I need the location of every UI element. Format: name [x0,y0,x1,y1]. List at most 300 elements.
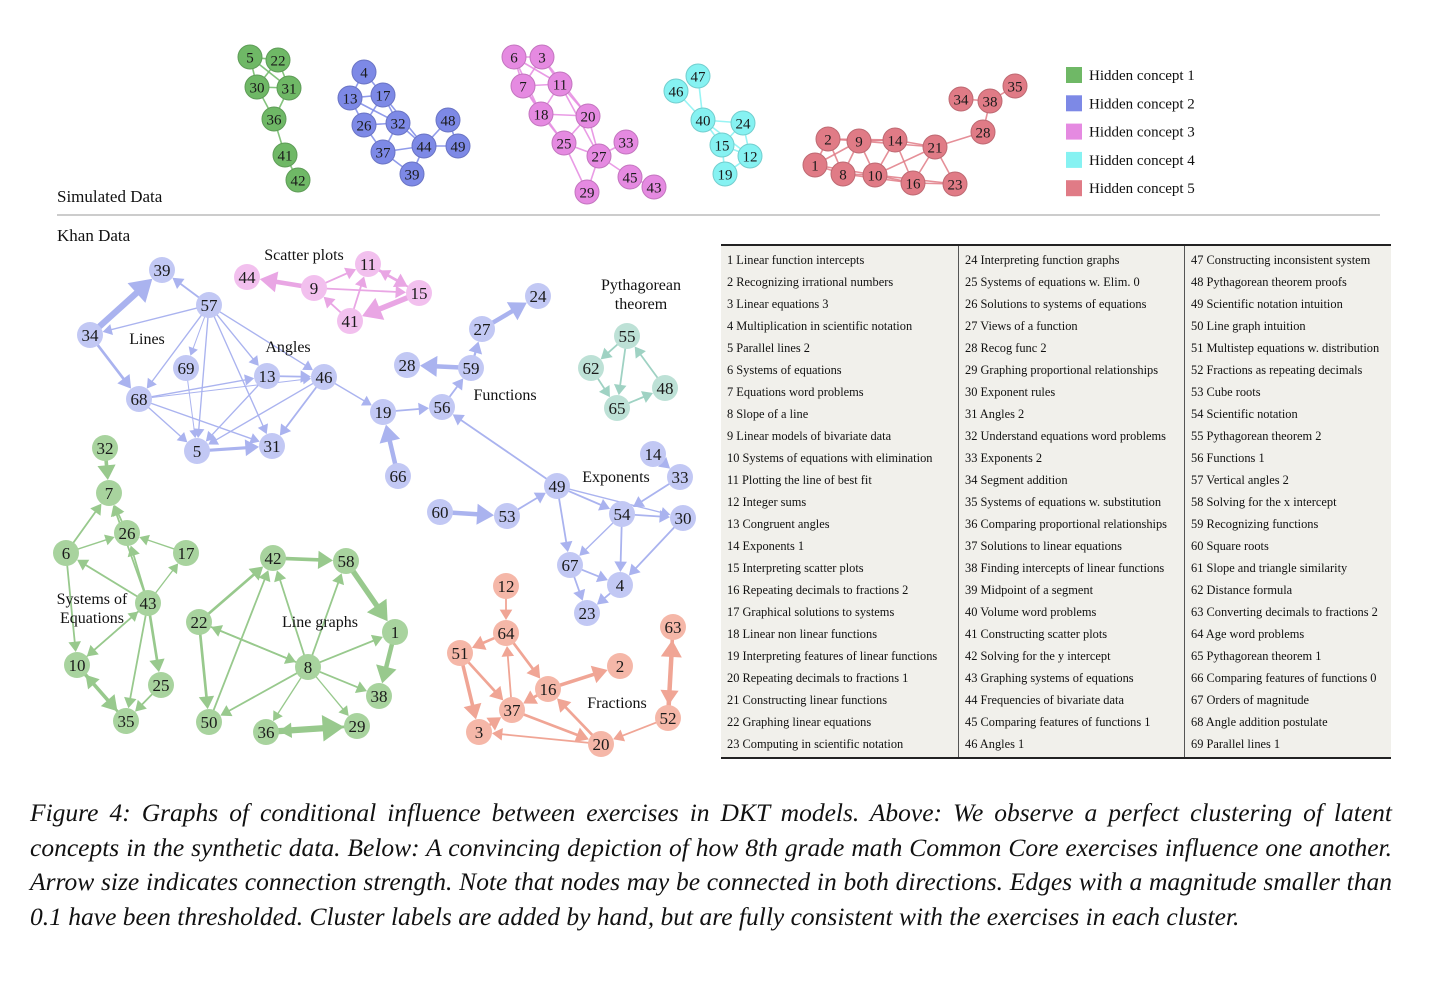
edge-shaft [635,515,660,517]
cluster-label-exponents: Exponents [582,469,650,486]
exercise-table-column-1 [721,246,958,757]
cluster-label-pythagorean: Pythagorean theorem [601,277,681,313]
sim-node-14 [883,128,907,152]
edge-shaft [286,387,316,427]
edge-shaft [326,274,347,283]
khan-node-36 [253,719,279,745]
sim-node-33 [614,130,638,154]
exercise-entry: 28 Recog func 2 [965,341,1047,355]
edge-arrowhead [376,664,396,683]
edge-arrowhead [560,541,572,552]
khan-edge-60-53 [453,504,494,525]
khan-node-62 [578,355,604,381]
khan-node-label: 11 [359,255,377,274]
khan-edge-43-17 [156,563,178,592]
edge-arrowhead [172,278,184,289]
khan-edge-55-65 [614,349,626,395]
khan-node-33 [667,464,693,490]
khan-edge-56-59 [450,378,463,396]
legend-item-concept-5 [1066,180,1195,197]
edge-shaft [461,420,546,478]
khan-edge-6-26 [78,535,114,549]
edge-shaft [74,512,96,542]
edge-shaft [335,384,364,401]
khan-edge-55-62 [601,345,618,360]
khan-node-2 [607,653,633,679]
khan-edge-9-44 [260,271,301,292]
edge-shaft [78,540,105,549]
sim-node-27 [587,144,611,168]
edge-shaft [142,694,152,704]
khan-node-5 [184,438,210,464]
sim-node-label: 47 [690,69,706,86]
khan-node-65 [604,395,630,421]
sim-node-35 [1003,74,1027,98]
khan-edge-48-55 [635,346,658,377]
edge-shaft [98,345,124,378]
khan-node-label: 16 [539,680,557,699]
exercise-entry: 30 Exponent rules [965,385,1056,399]
khan-edge-8-42 [274,570,304,654]
khan-node-label: 19 [374,403,392,422]
khan-node-label: 69 [177,359,195,378]
sim-node-label: 42 [290,173,306,190]
khan-node-label: 6 [61,544,71,563]
khan-edge-22-8 [211,627,296,664]
khan-node-label: 54 [613,505,631,524]
khan-node-label: 57 [200,296,218,315]
edge-shaft [134,555,145,590]
khan-node-label: 34 [81,326,99,345]
khan-edge-62-65 [598,379,610,397]
edge-shaft [524,715,577,735]
khan-node-67 [557,552,583,578]
edge-shaft [353,572,376,606]
sim-node-label: 2 [824,132,832,149]
khan-node-35 [113,708,139,734]
khan-node-25 [148,672,174,698]
sim-node-label: 24 [735,116,751,133]
khan-node-15 [406,280,432,306]
edge-arrowhead [97,465,115,481]
khan-node-label: 12 [497,577,515,596]
khan-node-31 [259,433,285,459]
khan-node-label: 13 [258,367,276,386]
khan-node-label: 64 [497,624,515,643]
khan-node-label: 51 [451,644,469,663]
khan-node-label: 17 [177,544,195,563]
khan-node-69 [173,355,199,381]
edge-shaft [229,673,296,710]
exercise-entry: 32 Understand equations word problems [965,429,1166,443]
khan-edge-57-39 [172,278,198,297]
edge-shaft [188,381,195,430]
edge-arrowhead [273,710,283,721]
exercise-entry: 67 Orders of magnitude [1191,693,1310,707]
exercise-entry: 38 Finding intercepts of linear functions [965,561,1165,575]
edge-shaft [200,635,206,697]
khan-node-66 [385,463,411,489]
sim-node-label: 36 [266,112,282,129]
edge-arrowhead [420,356,437,377]
sim-node-label: 25 [556,136,572,153]
edge-shaft [629,397,643,403]
exercise-entry: 19 Interpreting features of linear functions [727,649,938,663]
khan-edge-37-64 [502,646,515,697]
exercise-table-column-2 [958,246,1184,757]
edge-arrowhead [149,659,164,673]
legend-label: Hidden concept 5 [1089,181,1195,198]
sim-node-47 [686,64,710,88]
khan-node-label: 56 [433,398,451,417]
sim-node-label: 27 [591,149,607,166]
edge-arrowhead [338,705,348,716]
khan-edge-49-56 [453,414,547,478]
exercise-entry: 63 Converting decimals to fractions 2 [1191,605,1378,619]
khan-node-49 [544,473,570,499]
khan-edge-33-54 [633,484,669,507]
khan-node-label: 50 [200,713,218,732]
sim-node-label: 6 [510,50,518,67]
khan-edge-42-58 [286,551,333,569]
edge-shaft [386,645,392,667]
khan-edge-4-23 [597,593,610,605]
khan-node-63 [660,614,686,640]
sim-node-21 [923,135,947,159]
khan-node-37 [499,697,525,723]
legend-label: Hidden concept 2 [1089,96,1195,113]
khan-node-29 [344,713,370,739]
edge-shaft [620,349,625,385]
exercise-table [721,244,1391,759]
sim-node-label: 32 [390,116,406,133]
khan-node-28 [394,352,420,378]
exercise-entry: 21 Constructing linear functions [727,693,888,707]
exercise-entry: 45 Comparing features of functions 1 [965,715,1151,729]
sim-node-label: 20 [580,109,596,126]
khan-node-10 [64,652,90,678]
figure-caption: Figure 4: Graphs of conditional influence between exercises in DKT models. Above: We observe a perfect clustering of latent concepts in the synthetic data. Below: A convincing depiction of how 8th grade math Common Core exercises influence one another. Arrow size indicates connection strength. Note that nodes may be connected in both directions. Edges with a magnitude smaller than 0.1 have been thresholded. Cluster labels are added by hand, but are fully consistent with the exercises in each cluster. [30,798,1392,931]
sim-node-24 [731,111,755,135]
sim-node-label: 11 [552,77,568,94]
sim-node-label: 15 [714,138,730,155]
khan-node-9 [301,275,327,301]
khan-node-label: 37 [503,701,521,720]
sim-node-label: 39 [404,167,420,184]
edge-shaft [396,409,419,411]
khan-edge-52-20 [613,723,656,742]
khan-node-59 [458,355,484,381]
khan-node-30 [670,505,696,531]
exercise-entry: 24 Interpreting function graphs [965,253,1120,267]
khan-edge-49-67 [559,499,572,552]
exercise-entry: 58 Solving for the x intercept [1191,495,1337,509]
edge-shaft [469,663,495,691]
khan-node-label: 35 [117,712,135,731]
khan-edge-20-3 [492,728,588,743]
exercise-entry: 42 Solving for the y intercept [965,649,1111,663]
sim-node-label: 35 [1007,79,1023,96]
sim-node-label: 12 [742,149,758,166]
edge-arrowhead [502,646,515,657]
khan-node-60 [427,499,453,525]
edge-shaft [112,308,197,329]
edge-arrowhead [614,561,627,572]
khan-node-14 [640,441,666,467]
khan-edge-67-23 [573,577,585,600]
sim-node-label: 14 [887,133,903,150]
edge-arrowhead [660,690,678,705]
exercise-entry: 44 Frequencies of bivariate data [965,693,1124,707]
khan-edge-64-51 [472,636,494,650]
exercise-entry: 55 Pythagorean theorem 2 [1191,429,1322,443]
khan-node-label: 9 [309,279,319,298]
khan-node-label: 22 [190,613,208,632]
exercise-entry: 56 Functions 1 [1191,451,1265,465]
khan-edge-46-31 [280,387,316,435]
edge-arrowhead [117,374,131,389]
khan-node-label: 42 [264,549,282,568]
edge-arrowhead [302,360,313,370]
legend-item-concept-3 [1066,124,1195,141]
exercise-entry: 3 Linear equations 3 [727,297,829,311]
legend-item-concept-2 [1066,95,1195,112]
sim-node-label: 1 [811,158,819,175]
legend-item-concept-1 [1066,67,1195,84]
exercise-entry: 12 Integer sums [727,495,807,509]
exercise-entry: 49 Scientific notation intuition [1191,297,1343,311]
exercise-entry: 29 Graphing proportional relationships [965,363,1159,377]
khan-node-34 [77,322,103,348]
legend-label: Hidden concept 4 [1089,152,1195,169]
khan-edge-57-69 [189,317,205,356]
khan-edge-8-50 [220,673,296,716]
khan-edge-8-1 [320,635,383,662]
exercise-entry: 2 Recognizing irrational numbers [727,275,894,289]
sim-node-label: 48 [440,113,456,130]
exercise-entry: 33 Exponents 2 [965,451,1043,465]
exercise-entry: 41 Constructing scatter plots [965,627,1108,641]
legend-swatch [1066,124,1082,140]
khan-node-label: 63 [664,618,682,637]
sim-node-label: 19 [717,167,733,184]
edge-shaft [390,441,395,463]
sim-node-48 [436,108,460,132]
sim-node-label: 7 [519,79,527,96]
khan-node-label: 4 [615,576,625,595]
edge-shaft [286,559,318,560]
khan-node-label: 59 [462,359,480,378]
khan-edge-54-4 [614,527,627,572]
exercise-table-column-3 [1184,246,1391,757]
edge-shaft [586,523,613,549]
khan-node-23 [574,600,600,626]
edge-shaft [621,527,622,562]
exercise-entry: 39 Midpoint of a segment [965,583,1094,597]
khan-node-46 [311,364,337,390]
khan-edge-59-27 [469,342,482,356]
edge-shaft [209,575,254,614]
khan-node-13 [254,363,280,389]
exercise-entry: 10 Systems of equations with elimination [727,451,933,465]
khan-node-53 [494,503,520,529]
khan-edge-27-24 [493,302,527,322]
khan-node-label: 48 [656,379,674,398]
exercise-entry: 4 Multiplication in scientific notation [727,319,913,333]
khan-edge-43-7 [111,505,144,590]
edge-shaft [623,723,656,736]
cluster-label-scatter-plots: Scatter plots [264,247,344,264]
sim-node-18 [529,102,553,126]
edge-shaft [518,498,537,509]
sim-node-22 [266,48,290,72]
legend-label: Hidden concept 3 [1089,124,1195,141]
sim-node-20 [576,104,600,128]
sim-node-label: 17 [375,88,391,105]
khan-edge-43-35 [124,616,146,708]
edge-shaft [490,724,491,725]
khan-edge-43-25 [149,616,164,672]
khan-node-43 [135,590,161,616]
khan-node-50 [196,709,222,735]
sim-node-label: 13 [342,91,358,108]
khan-edge-54-67 [579,523,612,556]
khan-node-label: 65 [608,399,626,418]
edge-shaft [582,570,598,576]
exercise-entry: 46 Angles 1 [965,737,1025,751]
sim-node-label: 21 [927,140,943,157]
khan-node-48 [652,375,678,401]
khan-node-12 [493,573,519,599]
khan-node-label: 43 [139,594,157,613]
sim-node-40 [691,108,715,132]
exercise-entry: 31 Angles 2 [965,407,1025,421]
khan-edge-1-38 [376,645,396,684]
sim-node-label: 45 [622,170,638,187]
khan-edge-65-48 [629,391,653,403]
khan-edge-41-9 [324,297,341,312]
khan-edge-58-1 [353,572,387,622]
sim-node-29 [575,180,599,204]
edge-shaft [475,353,476,356]
khan-node-label: 46 [315,368,333,387]
khan-node-4 [607,572,633,598]
exercise-entry: 15 Interpreting scatter plots [727,561,864,575]
khan-edge-6-10 [67,566,81,652]
khan-edge-67-4 [582,570,608,582]
exercise-entry: 59 Recognizing functions [1191,517,1319,531]
khan-node-label: 15 [410,284,428,303]
khan-node-label: 27 [473,320,491,339]
sim-node-30 [245,75,269,99]
sim-node-label: 28 [975,125,991,142]
edge-arrowhead [614,384,626,395]
exercise-entry: 69 Parallel lines 1 [1191,737,1281,751]
khan-edge-64-16 [514,643,540,678]
khan-node-label: 20 [592,735,610,754]
sim-node-37 [371,140,395,164]
sim-node-2 [816,127,840,151]
khan-node-label: 29 [348,717,366,736]
legend-swatch [1066,152,1082,168]
exercise-entry: 9 Linear models of bivariate data [727,429,892,443]
edge-shaft [210,448,245,450]
edge-arrowhead [318,551,333,569]
khan-node-label: 52 [659,709,677,728]
khan-node-38 [366,683,392,709]
legend-item-concept-4 [1066,152,1195,169]
sim-node-17 [371,83,395,107]
sim-node-4 [352,60,376,84]
khan-node-label: 68 [130,390,148,409]
khan-edge-46-19 [335,384,372,406]
edge-arrowhead [260,271,278,292]
edge-arrowhead [418,403,429,416]
edge-arrowhead [249,355,259,366]
khan-node-label: 28 [398,356,416,375]
sim-node-label: 49 [450,139,466,156]
edge-shaft [278,678,301,713]
sim-node-19 [713,162,737,186]
khan-edge-9-11 [326,268,356,283]
sim-node-label: 3 [538,50,546,67]
khan-node-label: 10 [68,656,86,675]
khan-node-label: 30 [674,509,692,528]
khan-node-label: 7 [104,484,114,503]
khan-node-label: 53 [498,507,516,526]
sim-node-6 [502,45,526,69]
sim-node-9 [847,129,871,153]
sim-node-label: 46 [668,84,684,101]
sim-node-15 [710,133,734,157]
khan-node-label: 14 [644,445,662,464]
khan-node-label: 26 [118,524,136,543]
sim-node-label: 30 [249,80,265,97]
khan-node-label: 23 [578,604,596,623]
exercise-entry: 27 Views of a function [965,319,1078,333]
edge-shaft [641,355,658,378]
sim-node-label: 40 [695,113,711,130]
edge-shaft [508,656,511,697]
exercise-entry: 16 Repeating decimals to fractions 2 [727,583,909,597]
edge-arrowhead [453,414,465,425]
khan-node-label: 36 [257,723,275,742]
exercise-entry: 20 Repeating decimals to fractions 1 [727,671,909,685]
khan-node-label: 44 [238,268,256,287]
edge-arrowhead [476,504,494,525]
sim-node-38 [978,89,1002,113]
khan-node-label: 67 [561,556,579,575]
edge-shaft [483,638,494,643]
exercise-entry: 17 Graphical solutions to systems [727,605,895,619]
exercise-entry: 6 Systems of equations [727,363,842,377]
exercise-entry: 35 Systems of equations w. substitution [965,495,1162,509]
edge-shaft [327,289,396,292]
edge-arrowhead [280,424,291,436]
khan-edge-66-19 [380,425,400,464]
exercise-entry: 66 Comparing features of functions 0 [1191,671,1377,685]
khan-node-label: 39 [153,261,171,280]
exercise-entry: 43 Graphing systems of equations [965,671,1134,685]
edge-arrowhead [380,425,400,444]
sim-node-10 [863,163,887,187]
edge-arrowhead [199,696,214,709]
cluster-label-fractions: Fractions [587,695,647,712]
khan-node-label: 8 [303,658,313,677]
khan-node-56 [429,394,455,420]
exercise-entry: 18 Linear non linear functions [727,627,878,641]
exercise-entry: 52 Fractions as repeating decimals [1191,363,1363,377]
